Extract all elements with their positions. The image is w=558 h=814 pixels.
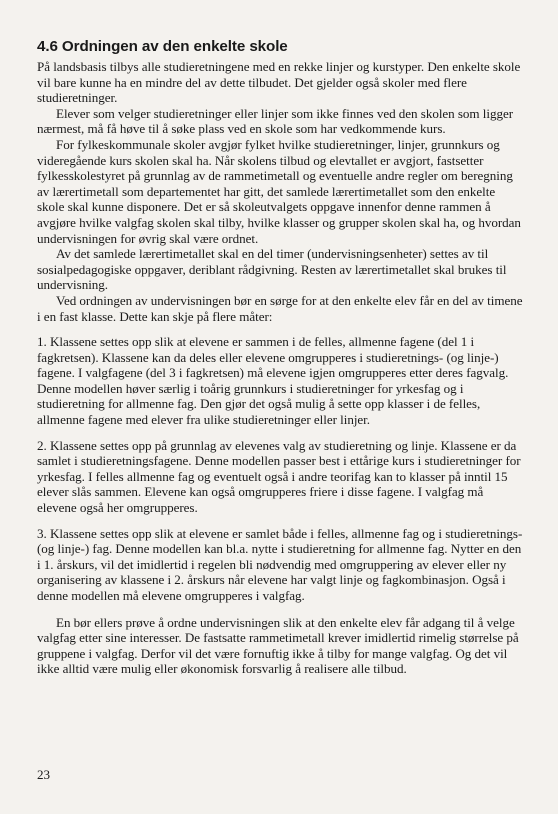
paragraph-elever: Elever som velger studieretninger eller linjer som ikke finnes ved den skolen som ligger nærmest, må få høve til å søke plass ved en skole som har vedkommende kurs. <box>37 105 514 137</box>
section-heading: 4.6 Ordningen av den enkelte skole <box>37 38 288 55</box>
paragraph-intro: På landsbasis tilbys alle studieretningene med en rekke linjer og kurstyper. Den enkelte skole vil bare kunne ha en mindre del av dette tilbudet. Det gjelder også skoler med flere studieretninger. <box>37 59 521 106</box>
list-item-model-2: 2. Klassene settes opp på grunnlag av elevenes valg av studieretning og linje. Klassene er da samlet i studieretningsfagene. Denne modellen passer best i ettårige kurs i studieretninger for yrkesfag. I felles allmenne fag og eventuelt også i andre teorifag kan to klasser på inntil 15 elever slås sammen. Elevene kan også omgrupperes friere i disse fagene. I valgfag må elevene også her omgrupperes. <box>37 437 521 516</box>
paragraph-fylkeskommunale: For fylkeskommunale skoler avgjør fylket hvilke studieretninger, linjer, grunnkurs og videregående kurs skolen skal ha. Når skolens tilbud og elevtallet er avgjort, fastsetter fylkesskolestyret på grunnlag av de rammetimetall og eventuelle andre regler om beregning av lærertimetall som departementet har gitt, det samlede lærertimetallet som den enkelte skole skal kunne disponere. Det er så skoleutvalgets oppgave innenfor denne rammen å avgjøre hvilke valgfag skolen skal tilby, hvilke klasser og grupper skolen skal ha, og hvordan undervisningen for øvrig skal være ordnet. <box>37 136 521 246</box>
list-item-model-3: 3. Klassene settes opp slik at elevene er samlet både i felles, allmenne fag og i studieretnings- (og linje-) fag. Denne modellen kan bl.a. nytte i studieretning for allmenne fag. Nytter en den i 1. årskurs, vil det imidlertid i regelen bli nødvendig med omgruppering av elever eller ny organisering av klassene i 2. årskurs når elevene har valgt linje og fagkombinasjon. Også i denne modellen må elevene omgrupperes i valgfag. <box>37 525 523 603</box>
list-item-model-1: 1. Klassene settes opp slik at elevene er sammen i de felles, allmenne fagene (del 1 i fagkretsen). Klassene kan da deles eller elevene omgrupperes i studieretnings- (og linje-) fagene. I valgfagene (del 3 i fagkretsen) må elevene igjen omgrupperes etter deres fagvalg. Denne modellen høver særlig i toårig grunnkurs i studieretninger for yrkesfag og i studieretning for allmenne fag. Den gjør det også mulig å sette opp klasser i de felles, allmenne fagene med elever fra ulike studieretninger eller linjer. <box>37 334 509 428</box>
paragraph-laerertimetall: Av det samlede lærertimetallet skal en del timer (undervisningsenheter) settes av til sosialpedagogiske oppgaver, deriblant rådgivning. Resten av lærertimetallet skal brukes til undervisning. <box>37 246 507 293</box>
paragraph-ordningen: Ved ordningen av undervisningen bør en sørge for at den enkelte elev får en del av timene i en fast klasse. Dette kan skje på flere måter: <box>37 292 523 324</box>
page-number: 23 <box>37 767 51 782</box>
paragraph-closing: En bør ellers prøve å ordne undervisningen slik at den enkelte elev får adgang til å velge valgfag etter sine interesser. De fastsatte rammetimetall krever imidlertid rimelig størrelse på gruppene i valgfag. Derfor vil det være fornuftig ikke å tilby for mange valgfag. Og det vil ikke alltid være mulig eller økonomisk forsvarlig å realisere alle tilbud. <box>37 614 519 677</box>
